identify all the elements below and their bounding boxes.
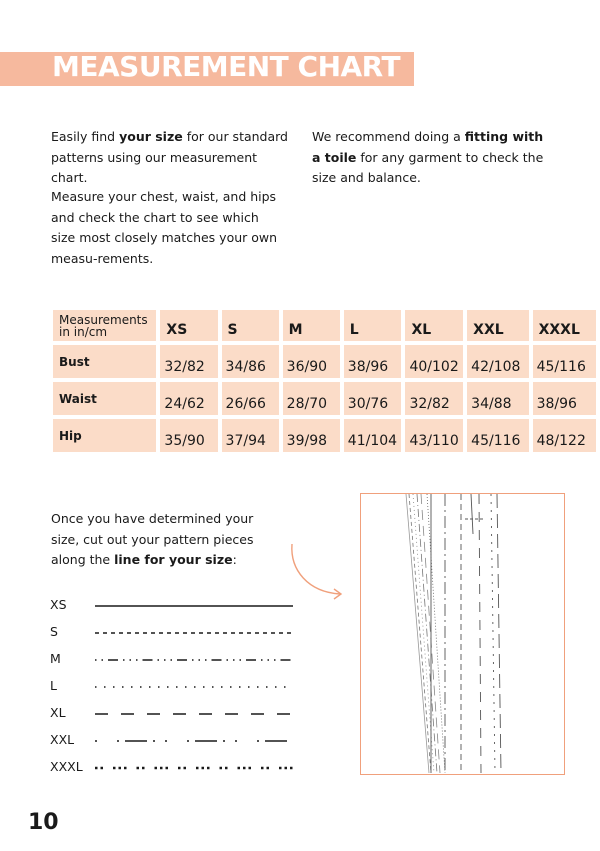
table-cell: 26/66 <box>222 382 279 415</box>
toile-bold: fitting with a toile <box>312 129 544 165</box>
size-header: XXL <box>467 310 528 341</box>
table-cell: 34/88 <box>467 382 528 415</box>
table-row <box>53 419 596 452</box>
line-s-dashed <box>95 628 295 638</box>
legend-label-xxl: XXL <box>50 732 75 747</box>
toile-text: We recommend doing a <box>312 129 465 144</box>
table-row <box>53 345 596 378</box>
table-corner-cell <box>53 310 156 341</box>
line-xs-solid <box>95 601 295 611</box>
intro-bold: your size <box>119 129 183 144</box>
line-m-dash-dot <box>95 655 295 665</box>
row-label: Hip <box>53 419 156 452</box>
arrow-icon <box>288 540 350 602</box>
measurement-table <box>49 306 600 456</box>
corner-line-1: Measurements <box>59 312 148 327</box>
table-cell: 32/82 <box>405 382 463 415</box>
page-title: MEASUREMENT CHART <box>52 50 401 83</box>
table-cell: 42/108 <box>467 345 528 378</box>
size-header: L <box>344 310 402 341</box>
table-cell: 24/62 <box>160 382 217 415</box>
table-cell: 35/90 <box>160 419 217 452</box>
cut-bold: line for your size <box>114 552 233 567</box>
pattern-lines-graphic <box>361 494 563 773</box>
table-cell: 30/76 <box>344 382 402 415</box>
row-label: Bust <box>53 345 156 378</box>
toile-text-2: for any garment to check the size and balance. <box>312 149 544 185</box>
cut-text: Once you have determined your size, cut out your pattern pieces along the <box>51 511 254 567</box>
table-cell: 37/94 <box>222 419 279 452</box>
legend-label-s: S <box>50 624 58 639</box>
intro-text: Easily find <box>51 129 120 144</box>
table-cell: 34/86 <box>222 345 279 378</box>
table-cell: 32/82 <box>160 345 217 378</box>
table-cell: 40/102 <box>405 345 463 378</box>
toile-paragraph <box>312 127 552 189</box>
table-cell: 38/96 <box>533 382 596 415</box>
page-number: 10 <box>28 810 59 835</box>
line-xxxl-dot-groups <box>95 763 295 773</box>
intro-paragraph-1 <box>51 127 296 189</box>
legend-label-xs: XS <box>50 597 67 612</box>
row-label: Waist <box>53 382 156 415</box>
size-header: XS <box>160 310 217 341</box>
legend-label-m: M <box>50 651 61 666</box>
pattern-illustration <box>360 493 565 775</box>
line-xxl-dash-dot-dot <box>95 736 295 746</box>
table-cell: 48/122 <box>533 419 596 452</box>
table-cell: 36/90 <box>283 345 340 378</box>
table-cell: 43/110 <box>405 419 463 452</box>
size-header: M <box>283 310 340 341</box>
table-cell: 41/104 <box>344 419 402 452</box>
table-cell: 28/70 <box>283 382 340 415</box>
table-cell: 45/116 <box>467 419 528 452</box>
line-l-dotted <box>95 682 295 692</box>
legend-label-l: L <box>50 678 57 693</box>
intro-text-2: for our standard patterns using our measurement chart. <box>51 129 288 185</box>
table-header-row <box>53 310 596 341</box>
table-row <box>53 382 596 415</box>
table-cell: 38/96 <box>344 345 402 378</box>
cut-text-2: : <box>232 552 237 567</box>
table-cell: 39/98 <box>283 419 340 452</box>
intro-paragraph-2: Measure your chest, waist, and hips and check the chart to see which size most closely matches your own measu-rements. <box>51 189 278 266</box>
cut-instructions <box>51 509 281 571</box>
legend-label-xxxl: XXXL <box>50 759 83 774</box>
table-cell: 45/116 <box>533 345 596 378</box>
size-header: XXXL <box>533 310 596 341</box>
size-header: S <box>222 310 279 341</box>
line-xl-long-dash <box>95 709 295 719</box>
corner-line-2: in in/cm <box>59 324 108 339</box>
size-header: XL <box>405 310 463 341</box>
legend-label-xl: XL <box>50 705 66 720</box>
